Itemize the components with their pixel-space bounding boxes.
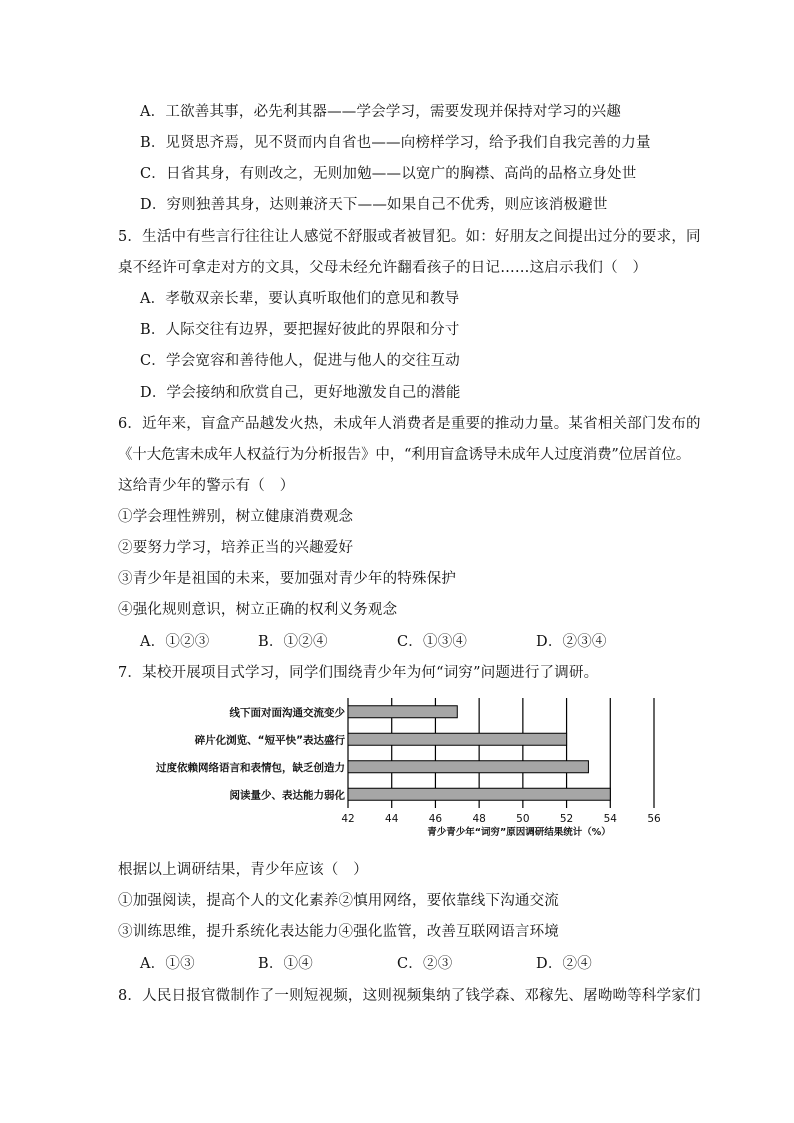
survey-bar-chart [118,690,678,840]
q7-items-line2: ③训练思维，提升系统化表达能力④强化监管，改善互联网语言环境 [118,924,559,940]
tick-label-48: 48 [472,813,486,825]
q6-item-2: ②要努力学习，培养正当的兴趣爱好 [118,540,354,556]
q7-choice-b: B．①④ [258,956,313,972]
q7-after-chart: 根据以上调研结果，青少年应该（ ） [118,862,368,878]
q4-option-a: A．工欲善其事，必先利其器——学会学习，需要发现并保持对学习的兴趣 [140,104,622,120]
tick-label-54: 54 [603,813,617,825]
q6-choice-d: D．②③④ [536,634,607,650]
q6-stem-line1: 6．近年来，盲盒产品越发火热，未成年人消费者是重要的推动力量。某省相关部门发布的 [118,416,701,432]
q7-stem: 7．某校开展项目式学习，同学们围绕青少年为何“词穷”问题进行了调研。 [118,665,599,681]
q6-stem-line2: 《十大危害未成年人权益行为分析报告》中，“利用盲盒诱导未成年人过度消费”位居首位。 [118,447,691,463]
q5-option-d: D．学会接纳和欣赏自己，更好地激发自己的潜能 [140,385,461,401]
bar-3 [348,788,610,800]
q4-option-d: D．穷则独善其身，达则兼济天下——如果自己不优秀，则应该消极避世 [140,197,608,213]
q7-choice-d: D．②④ [536,956,592,972]
q6-item-4: ④强化规则意识，树立正确的权利义务观念 [118,602,398,618]
tick-label-44: 44 [385,813,399,825]
bar-0 [348,706,457,718]
q5-option-c: C．学会宽容和善待他人，促进与他人的交往互动 [140,353,460,369]
bar-2 [348,761,588,773]
x-axis-title: 青少青少年“词穷”原因调研结果统计（%） [427,827,611,838]
q5-option-b: B．人际交往有边界，要把握好彼此的界限和分寸 [140,322,460,338]
q5-stem-line2: 桌不经许可拿走对方的文具，父母未经允许翻看孩子的日记……这启示我们（ ） [118,260,648,276]
q6-choice-b: B．①②④ [258,634,328,650]
q7-items-line1: ①加强阅读，提高个人的文化素养②慎用网络，要依靠线下沟通交流 [118,893,559,909]
q4-option-b: B．见贤思齐焉，见不贤而内自省也——向榜样学习，给予我们自我完善的力量 [140,135,651,151]
tick-label-46: 46 [428,813,443,825]
category-label-2: 过度依赖网络语言和表情包，缺乏创造力 [156,761,345,774]
tick-label-52: 52 [559,813,574,825]
q8-stem-line1: 8．人民日报官微制作了一则短视频，这则视频集纳了钱学森、邓稼先、屠呦呦等科学家们 [118,988,701,1004]
q6-stem-line3: 这给青少年的警示有（ ） [118,478,295,494]
q5-stem-line1: 5．生活中有些言行往往让人感觉不舒服或者被冒犯。如：好朋友之间提出过分的要求，同 [118,229,701,245]
q6-item-3: ③青少年是祖国的未来，要加强对青少年的特殊保护 [118,571,457,587]
chart-svg [118,690,678,840]
q4-option-c: C．日省其身，有则改之，无则加勉——以宽广的胸襟、高尚的品格立身处世 [140,166,637,182]
q6-choice-a: A．①②③ [140,634,210,650]
q5-option-a: A．孝敬双亲长辈，要认真听取他们的意见和教导 [140,291,460,307]
category-label-1: 碎片化浏览、“短平快”表达盛行 [194,734,345,747]
q6-item-1: ①学会理性辨别，树立健康消费观念 [118,509,354,525]
q7-choice-c: C．②③ [397,956,453,972]
category-label-3: 阅读量少、表达能力弱化 [229,789,345,802]
bar-1 [348,733,567,745]
category-label-0: 线下面对面沟通交流变少 [229,706,345,719]
tick-label-56: 56 [647,813,661,825]
tick-label-42: 42 [341,813,355,825]
q6-choice-c: C．①③④ [397,634,468,650]
tick-label-50: 50 [516,813,530,825]
q7-choice-a: A．①③ [140,956,195,972]
